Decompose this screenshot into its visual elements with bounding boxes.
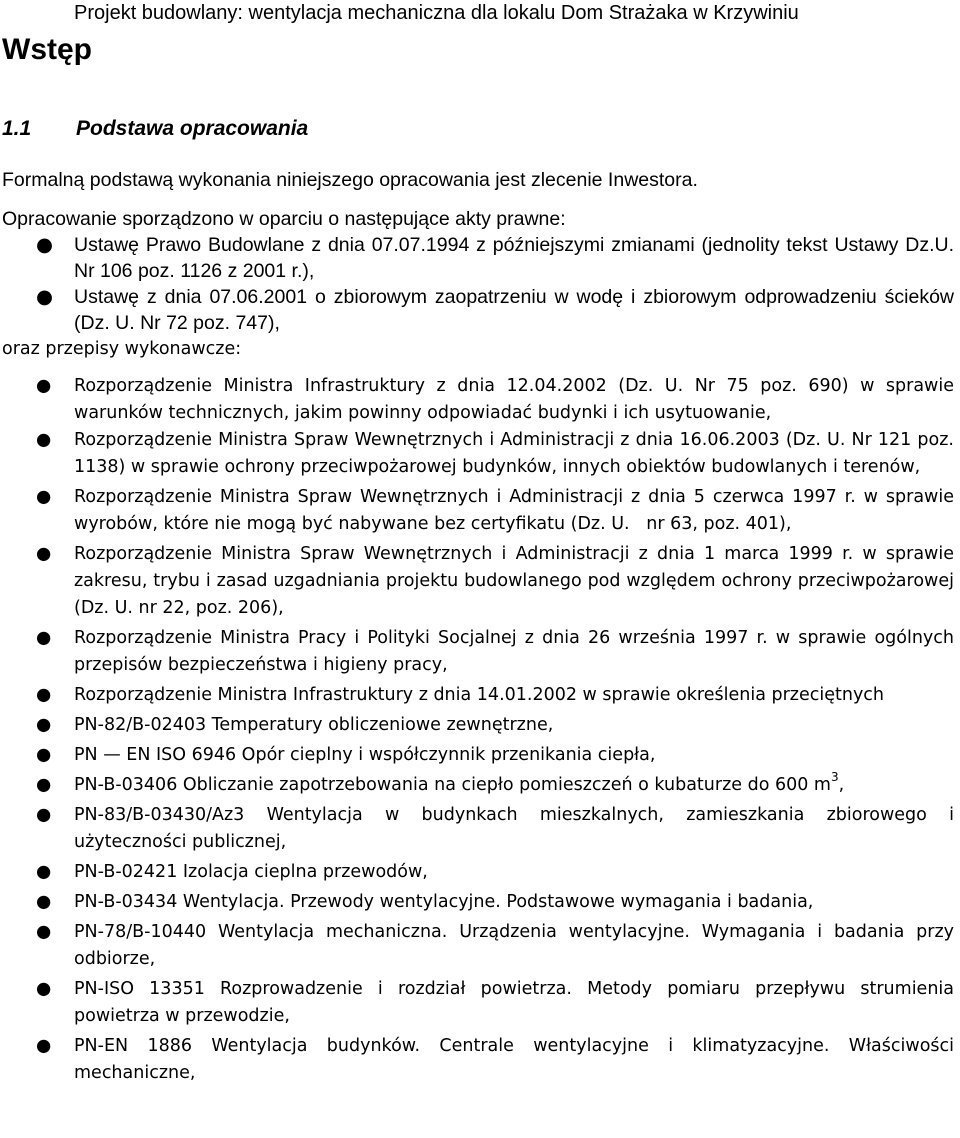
bullet-icon: ●: [36, 1036, 52, 1056]
list-item: ● Rozporządzenie Ministra Pracy i Polityki Socjalnej z dnia 26 września 1997 r. w sprawie ogólnych przepisów bezpieczeństwa i higieny pracy,: [2, 625, 954, 679]
list-item: ● Rozporządzenie Ministra Spraw Wewnętrznych i Administracji z dnia 5 czerwca 1997 r. w sprawie wyrobów, które nie mogą być nabywane bez certyfikatu (Dz. U. nr 63, poz. 401),: [2, 484, 954, 538]
bullet-icon: ●: [36, 922, 52, 942]
section-number: 1.1: [2, 117, 32, 140]
list-item: ● Rozporządzenie Ministra Infrastruktury z dnia 14.01.2002 w sprawie określenia przeciętnych: [2, 682, 954, 709]
bullet-icon: ●: [36, 376, 52, 396]
list-item: ● PN-B-03434 Wentylacja. Przewody wentylacyjne. Podstawowe wymagania i badania,: [2, 889, 954, 916]
section-heading: [2, 116, 308, 142]
list-item: ● PN-ISO 13351 Rozprowadzenie i rozdział powietrza. Metody pomiaru przepływu strumienia powietrza w przewodzie,: [2, 976, 954, 1030]
list-item: ● PN-B-03406 Obliczanie zapotrzebowania na ciepło pomieszczeń o kubaturze do 600 $m^3$,: [2, 772, 954, 799]
bullet-icon: ●: [36, 685, 52, 705]
basis-paragraph: Formalną podstawą wykonania niniejszego opracowania jest zlecenie Inwestora.: [2, 169, 698, 191]
bullet-icon: ●: [36, 544, 52, 564]
list-item: ● Rozporządzenie Ministra Spraw Wewnętrznych i Administracji z dnia 16.06.2003 (Dz. U. Nr 121 poz. 1138) w sprawie ochrony przeciwpożarowej budynków, innych obiektów budowlanych i terenów,: [2, 427, 954, 481]
bullet-icon: ●: [36, 862, 52, 882]
legal-acts-intro: Opracowanie sporządzono w oparciu o następujące akty prawne:: [2, 208, 566, 230]
page-header: Projekt budowlany: wentylacja mechaniczna dla lokalu Dom Strażaka w Krzywiniu: [74, 2, 799, 24]
list-item: ● PN-83/B-03430/Az3 Wentylacja w budynkach mieszkalnych, zamieszkania zbiorowego i użyteczności publicznej,: [2, 802, 954, 856]
chapter-title: Wstęp: [2, 33, 92, 66]
list-item: ● PN — EN ISO 6946 Opór cieplny i współczynnik przenikania ciepła,: [2, 742, 954, 769]
section-title: Podstawa opracowania: [76, 117, 309, 140]
bullet-icon: ●: [36, 775, 52, 795]
list-item: ● PN-EN 1886 Wentylacja budynków. Centrale wentylacyjne i klimatyzacyjne. Właściwości mechaniczne,: [2, 1033, 954, 1087]
list-item: ● Ustawę Prawo Budowlane z dnia 07.07.1994 z późniejszymi zmianami (jednolity tekst Ustawy Dz.U. Nr 106 poz. 1126 z 2001 r.),: [36, 233, 954, 282]
legal-acts-list: [2, 232, 954, 336]
list-item: ● Ustawę z dnia 07.06.2001 o zbiorowym zaopatrzeniu w wodę i zbiorowym odprowadzeniu ścieków (Dz. U. Nr 72 poz. 747),: [36, 285, 954, 334]
bullet-icon: ●: [36, 430, 52, 450]
list-item: ● PN-82/B-02403 Temperatury obliczeniowe zewnętrzne,: [2, 712, 954, 739]
bullet-icon: ●: [36, 979, 52, 999]
bullet-icon: ●: [36, 487, 52, 507]
bullet-icon: ●: [36, 745, 52, 765]
bullet-icon: ●: [36, 715, 52, 735]
list-item: ● PN-78/B-10440 Wentylacja mechaniczna. Urządzenia wentylacyjne. Wymagania i badania przy odbiorze,: [2, 919, 954, 973]
bullet-icon: ●: [36, 285, 54, 308]
list-item: ● Rozporządzenie Ministra Spraw Wewnętrznych i Administracji z dnia 1 marca 1999 r. w sprawie zakresu, trybu i zasad uzgadniania projektu budowlanego pod względem ochrony przeciwpożarowej (Dz. U. nr 22, poz. 206),: [2, 541, 954, 622]
list-item: ● PN-B-02421 Izolacja cieplna przewodów,: [2, 859, 954, 886]
superscript-3: 3: [830, 770, 839, 784]
list-item: ● Rozporządzenie Ministra Infrastruktury z dnia 12.04.2002 (Dz. U. Nr 75 poz. 690) w sprawie warunków technicznych, jakim powinny odpowiadać budynki i ich usytuowanie,: [2, 373, 954, 427]
bullet-icon: ●: [36, 628, 52, 648]
bullet-icon: ●: [36, 892, 52, 912]
regulations-intro: oraz przepisy wykonawcze:: [2, 339, 242, 359]
bullet-icon: ●: [36, 233, 54, 256]
document-body: [2, 167, 960, 1090]
regulations-list: [2, 373, 960, 1087]
bullet-icon: ●: [36, 805, 52, 825]
